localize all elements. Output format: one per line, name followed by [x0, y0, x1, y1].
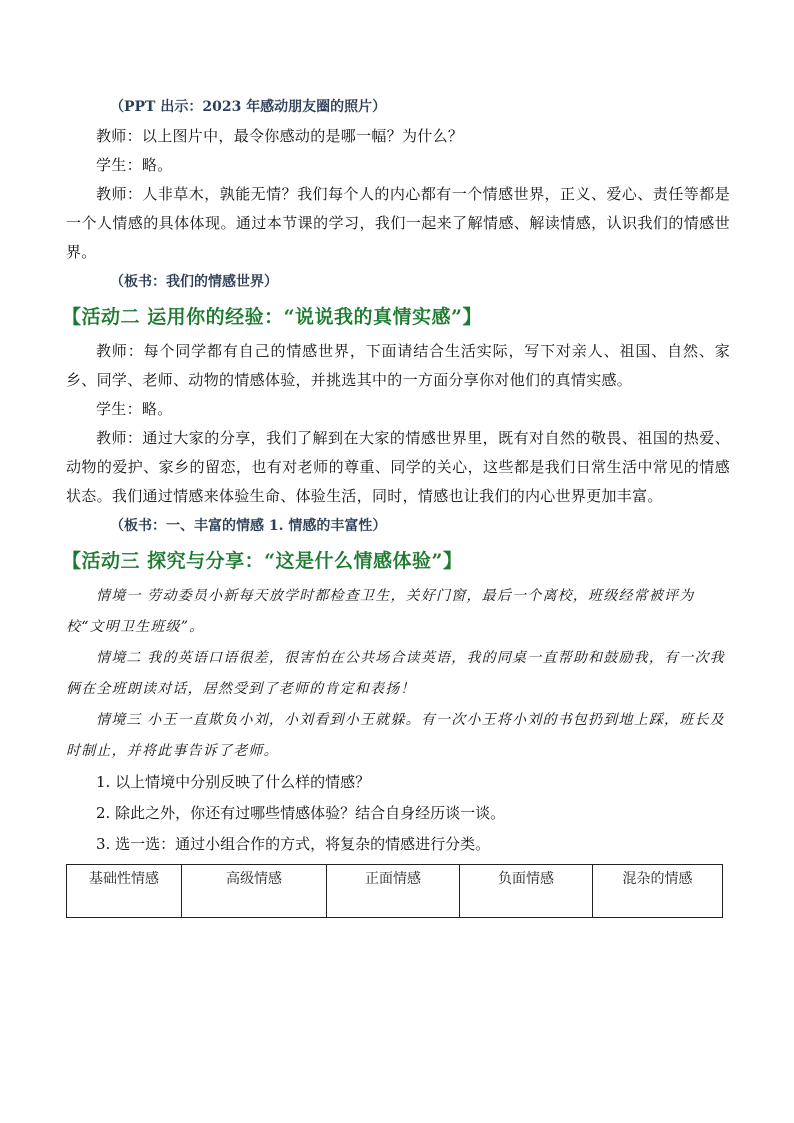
- teacher-paragraph-2: 教师：每个同学都有自己的情感世界，下面请结合生活实际，写下对亲人、祖国、自然、家乡、同学、老师、动物的情感体验，并挑选其中的一方面分享你对他们的真情实感。: [66, 342, 730, 389]
- question-3: 3. 选一选：通过小组合作的方式，将复杂的情感进行分类。: [96, 835, 491, 853]
- table-cell-mixed: 混杂的情感: [593, 865, 723, 918]
- table-cell-positive: 正面情感: [327, 865, 460, 918]
- teacher-paragraph-1: 教师：人非草木，孰能无情？我们每个人的内心都有一个情感世界，正义、爱心、责任等都是一个人情感的具体体现。通过本节课的学习，我们一起来了解情感、解读情感，认识我们的情感世界。: [66, 185, 730, 261]
- question-1: 1. 以上情境中分别反映了什么样的情感？: [96, 773, 371, 791]
- situation-3: 情境三 小王一直欺负小刘，小刘看到小王就躲。有一次小王将小刘的书包扔到地上踩，班长及时制止，并将此事告诉了老师。: [66, 712, 725, 759]
- student-answer-1: 学生：略。: [96, 156, 173, 174]
- teacher-question-1: 教师：以上图片中，最令你感动的是哪一幅？为什么？: [96, 127, 464, 145]
- ppt-note: （PPT 出示：2023 年感动朋友圈的照片）: [110, 99, 387, 115]
- activity-2-heading: 【活动二 运用你的经验：“说说我的真情实感”】: [62, 306, 482, 328]
- table-cell-negative: 负面情感: [460, 865, 593, 918]
- student-answer-2: 学生：略。: [96, 400, 173, 418]
- situation-2: 情境二 我的英语口语很差，很害怕在公共场合读英语，我的同桌一直帮助和鼓励我，有一次我俩在全班朗读对话，居然受到了老师的肯定和表扬！: [66, 650, 725, 697]
- document-body: [62, 92, 730, 918]
- table-cell-basic: 基础性情感: [67, 865, 182, 918]
- question-2: 2. 除此之外，你还有过哪些情感体验？结合自身经历谈一谈。: [96, 804, 506, 822]
- emotion-classification-table: [66, 864, 723, 918]
- board-note-2: （板书：一、丰富的情感 1. 情感的丰富性）: [110, 518, 387, 534]
- table-row: [67, 865, 723, 918]
- teacher-paragraph-3: 教师：通过大家的分享，我们了解到在大家的情感世界里，既有对自然的敬畏、祖国的热爱、动物的爱护、家乡的留恋，也有对老师的尊重、同学的关心，这些都是我们日常生活中常见的情感状态。我们通过情感来体验生命、体验生活，同时，情感也让我们的内心世界更加丰富。: [66, 429, 730, 505]
- board-note-1: （板书：我们的情感世界）: [110, 274, 278, 290]
- table-cell-advanced: 高级情感: [182, 865, 327, 918]
- activity-3-heading: 【活动三 探究与分享：“这是什么情感体验”】: [62, 550, 463, 572]
- situation-1: 情境一 劳动委员小新每天放学时都检查卫生，关好门窗，最后一个离校，班级经常被评为校“文明卫生班级”。: [66, 588, 695, 635]
